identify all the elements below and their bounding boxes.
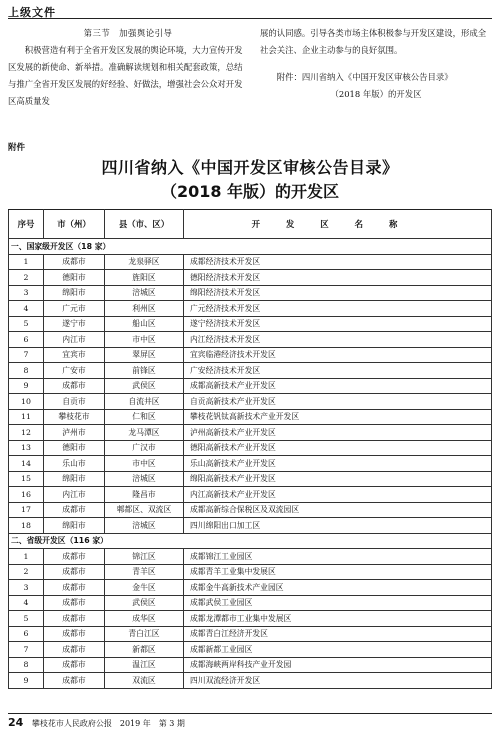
row-city: 成都市 [44, 657, 105, 673]
row-city: 成都市 [44, 673, 105, 689]
row-index: 2 [9, 270, 44, 286]
row-county: 旌阳区 [105, 270, 184, 286]
footer-divider [8, 713, 492, 714]
row-index: 9 [9, 673, 44, 689]
row-zone-name: 遂宁经济技术开发区 [184, 316, 492, 332]
row-index: 15 [9, 471, 44, 487]
table-row [9, 363, 492, 379]
table-row [9, 626, 492, 642]
row-zone-name: 成都青羊工业集中发展区 [184, 564, 492, 580]
row-index: 8 [9, 363, 44, 379]
table-row [9, 270, 492, 286]
group-label: 一、国家级开发区（18 家） [9, 239, 492, 255]
table-row [9, 657, 492, 673]
section-heading: 第三节 加强舆论引导 [83, 28, 173, 38]
row-county: 武侯区 [105, 378, 184, 394]
row-city: 乐山市 [44, 456, 105, 472]
attachment-note-cont: （2018 年版）的开发区 [330, 89, 422, 99]
table-row [9, 487, 492, 503]
table-row [9, 409, 492, 425]
row-zone-name: 泸州高新技术产业开发区 [184, 425, 492, 441]
row-county: 金牛区 [105, 580, 184, 596]
row-city: 广元市 [44, 301, 105, 317]
table-row [9, 378, 492, 394]
body-paragraph-continued: 展的认同感。引导各类市场主体积极参与开发区建设，形成全社会关注、企业主动参与的良好氛围。 [260, 28, 487, 55]
left-text-column [8, 25, 248, 110]
table-group-row [9, 239, 492, 255]
row-index: 14 [9, 456, 44, 472]
table-row [9, 673, 492, 689]
row-city: 成都市 [44, 580, 105, 596]
row-city: 绵阳市 [44, 518, 105, 534]
row-county: 自流井区 [105, 394, 184, 410]
row-city: 绵阳市 [44, 471, 105, 487]
table-row [9, 595, 492, 611]
row-county: 郫都区、双流区 [105, 502, 184, 518]
row-zone-name: 成都龙潭都市工业集中发展区 [184, 611, 492, 627]
row-county: 隆昌市 [105, 487, 184, 503]
row-city: 成都市 [44, 642, 105, 658]
table-row [9, 549, 492, 565]
page-number: 24 [8, 716, 24, 729]
row-county: 青白江区 [105, 626, 184, 642]
row-index: 13 [9, 440, 44, 456]
row-county: 龙泉驿区 [105, 254, 184, 270]
row-city: 攀枝花市 [44, 409, 105, 425]
attachment-note: 附件：四川省纳入《中国开发区审核公告目录》 [276, 72, 453, 82]
row-zone-name: 德阳经济技术开发区 [184, 270, 492, 286]
row-index: 1 [9, 254, 44, 270]
document-title: 四川省纳入《中国开发区审核公告目录》 [101, 158, 399, 177]
row-county: 新都区 [105, 642, 184, 658]
table-row [9, 580, 492, 596]
header-zone-name: 开发区名称 [184, 210, 492, 239]
row-zone-name: 成都高新技术产业开发区 [184, 378, 492, 394]
row-index: 2 [9, 564, 44, 580]
row-county: 涪城区 [105, 518, 184, 534]
appendix-label: 附件 [8, 143, 26, 153]
row-county: 广汉市 [105, 440, 184, 456]
row-index: 7 [9, 347, 44, 363]
row-city: 泸州市 [44, 425, 105, 441]
table-row [9, 285, 492, 301]
row-zone-name: 广元经济技术开发区 [184, 301, 492, 317]
row-index: 3 [9, 580, 44, 596]
row-county: 翠屏区 [105, 347, 184, 363]
row-index: 4 [9, 595, 44, 611]
publication-info: 攀枝花市人民政府公报 2019 年 第 3 期 [31, 719, 185, 728]
row-index: 17 [9, 502, 44, 518]
row-county: 市中区 [105, 456, 184, 472]
table-row [9, 301, 492, 317]
row-index: 3 [9, 285, 44, 301]
row-county: 双流区 [105, 673, 184, 689]
row-zone-name: 成都武侯工业园区 [184, 595, 492, 611]
row-city: 德阳市 [44, 440, 105, 456]
header-index: 序号 [9, 210, 44, 239]
row-county: 仁和区 [105, 409, 184, 425]
table-row [9, 518, 492, 534]
row-zone-name: 成都经济技术开发区 [184, 254, 492, 270]
row-county: 青羊区 [105, 564, 184, 580]
row-zone-name: 德阳高新技术产业开发区 [184, 440, 492, 456]
row-city: 成都市 [44, 549, 105, 565]
row-zone-name: 成都新都工业园区 [184, 642, 492, 658]
body-paragraph: 积极营造有利于全省开发区发展的舆论环境，大力宣传开发区发展的新使命、新举措。准确解读规划和相关配套政策，总结与推广全省开发区发展的好经验、好做法，增强社会公众对开发区高质量发 [8, 45, 243, 106]
table-row [9, 332, 492, 348]
table-row [9, 425, 492, 441]
row-index: 5 [9, 611, 44, 627]
table-group-row [9, 533, 492, 549]
row-zone-name: 攀枝花钒钛高新技术产业开发区 [184, 409, 492, 425]
table-row [9, 502, 492, 518]
document-subtitle: （2018 年版）的开发区 [160, 182, 340, 201]
row-index: 12 [9, 425, 44, 441]
page-footer [8, 716, 185, 729]
row-index: 1 [9, 549, 44, 565]
row-index: 8 [9, 657, 44, 673]
row-index: 16 [9, 487, 44, 503]
row-zone-name: 成都青白江经济开发区 [184, 626, 492, 642]
row-zone-name: 乐山高新技术产业开发区 [184, 456, 492, 472]
table-row [9, 440, 492, 456]
row-city: 成都市 [44, 626, 105, 642]
row-county: 利州区 [105, 301, 184, 317]
header-county: 县（市、区） [105, 210, 184, 239]
row-city: 内江市 [44, 487, 105, 503]
row-zone-name: 四川绵阳出口加工区 [184, 518, 492, 534]
row-index: 5 [9, 316, 44, 332]
group-label: 二、省级开发区（116 家） [9, 533, 492, 549]
row-zone-name: 成都海峡两岸科技产业开发园 [184, 657, 492, 673]
development-zones-table [8, 209, 492, 689]
table-row [9, 471, 492, 487]
header-city: 市（州） [44, 210, 105, 239]
row-county: 龙马潭区 [105, 425, 184, 441]
row-zone-name: 成都金牛高新技术产业园区 [184, 580, 492, 596]
table-row [9, 316, 492, 332]
row-zone-name: 广安经济技术开发区 [184, 363, 492, 379]
row-city: 自贡市 [44, 394, 105, 410]
row-city: 宜宾市 [44, 347, 105, 363]
row-index: 9 [9, 378, 44, 394]
row-county: 涪城区 [105, 471, 184, 487]
row-county: 成华区 [105, 611, 184, 627]
table-row [9, 642, 492, 658]
header-divider [8, 18, 492, 19]
row-county: 船山区 [105, 316, 184, 332]
table-row [9, 347, 492, 363]
table-row [9, 456, 492, 472]
table-header-row [9, 210, 492, 239]
row-county: 前锋区 [105, 363, 184, 379]
row-index: 11 [9, 409, 44, 425]
right-text-column [260, 25, 492, 103]
row-county: 市中区 [105, 332, 184, 348]
row-index: 10 [9, 394, 44, 410]
row-city: 内江市 [44, 332, 105, 348]
table-row [9, 564, 492, 580]
row-city: 广安市 [44, 363, 105, 379]
row-city: 成都市 [44, 595, 105, 611]
row-zone-name: 成都锦江工业园区 [184, 549, 492, 565]
row-city: 成都市 [44, 254, 105, 270]
row-index: 7 [9, 642, 44, 658]
row-zone-name: 绵阳经济技术开发区 [184, 285, 492, 301]
row-zone-name: 成都高新综合保税区及双流园区 [184, 502, 492, 518]
row-city: 绵阳市 [44, 285, 105, 301]
row-city: 成都市 [44, 611, 105, 627]
row-index: 6 [9, 626, 44, 642]
row-county: 涪城区 [105, 285, 184, 301]
row-zone-name: 内江经济技术开发区 [184, 332, 492, 348]
row-city: 德阳市 [44, 270, 105, 286]
row-zone-name: 内江高新技术产业开发区 [184, 487, 492, 503]
table-body [9, 239, 492, 689]
row-city: 遂宁市 [44, 316, 105, 332]
row-index: 18 [9, 518, 44, 534]
table-row [9, 611, 492, 627]
row-county: 武侯区 [105, 595, 184, 611]
row-county: 温江区 [105, 657, 184, 673]
row-city: 成都市 [44, 564, 105, 580]
row-index: 6 [9, 332, 44, 348]
row-city: 成都市 [44, 502, 105, 518]
row-county: 锦江区 [105, 549, 184, 565]
page-header-title: 上级文件 [8, 6, 56, 19]
row-index: 4 [9, 301, 44, 317]
row-zone-name: 自贡高新技术产业开发区 [184, 394, 492, 410]
row-zone-name: 绵阳高新技术产业开发区 [184, 471, 492, 487]
row-zone-name: 四川双流经济开发区 [184, 673, 492, 689]
row-city: 成都市 [44, 378, 105, 394]
row-zone-name: 宜宾临港经济技术开发区 [184, 347, 492, 363]
table-row [9, 254, 492, 270]
table-row [9, 394, 492, 410]
